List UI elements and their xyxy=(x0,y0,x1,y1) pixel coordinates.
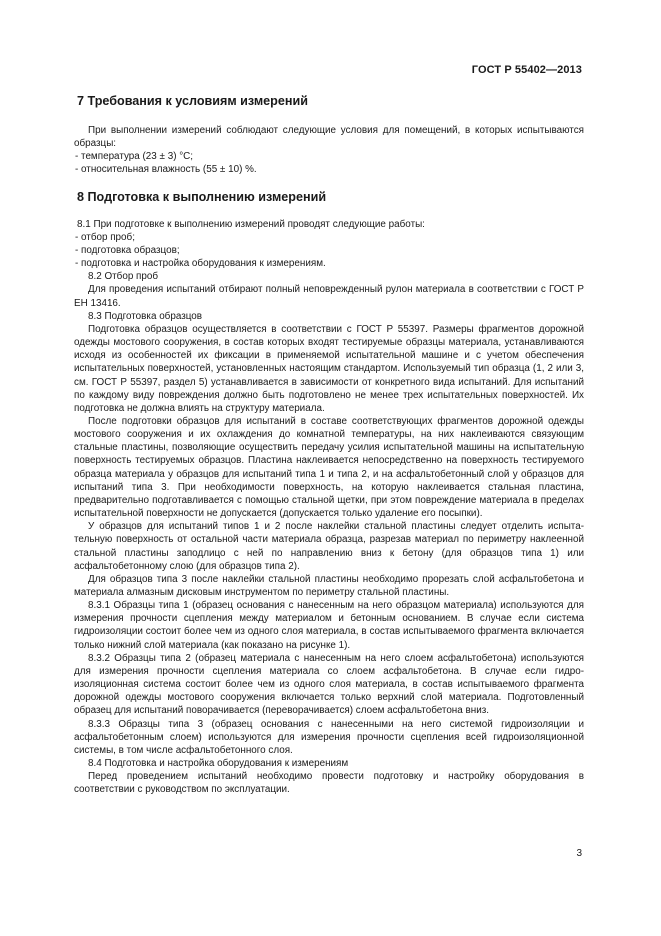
clause-8-3-paragraph: Для образцов типа 3 после наклейки стальной пластины необходимо прорезать слой асфальтобетона и материала алмазным дисковым инструментом по периметру стальной пластины. xyxy=(74,573,584,598)
clause-8-2-text: Для проведения испытаний отбирают полный неповрежденный рулон материала в соответствии с ГОСТ Р ЕН 13416. xyxy=(74,284,584,309)
clause-8-3-1: 8.3.1 Образцы типа 1 (образец основания с нанесенным на него образцом материала) используются для измерения прочности сцепления между материалом и бетонным основанием. В случае если система гидроизоляции состоит более чем из одного слоя материала, в состав испытываемого фрагмента включается только нижний слой материала (как показано на рисунке 1). xyxy=(74,600,584,651)
clause-8-3-paragraph: Подготовка образцов осуществляется в соответствии с ГОСТ Р 55397. Размеры фрагментов дорожной одежды мостового сооружения, в состав которых входят тестируемые образцы материала, устанавливаются исходя из особенностей их фиксации в применяемой испытательной машине и с учетом обеспечения испытательных поверхностей, установленных настоящим стандартом. Используемый тип образца (1, 2 или 3, см. ГОСТ Р 55397, раздел 5) устанавливается в зависимости от конкретного вида испытаний. Для испытаний по каждому виду повреждения должно быть подготовлено не менее трех испытательных поверхностей. Их подготовка не должна влиять на структуру материала. xyxy=(74,323,584,414)
work-item: - подготовка и настройка оборудования к измерениям. xyxy=(75,258,326,270)
page-number: 3 xyxy=(576,848,582,859)
work-item: - подготовка образцов; xyxy=(75,244,180,256)
work-item: - отбор проб; xyxy=(75,231,135,243)
clause-8-3-paragraph: У образцов для испытаний типов 1 и 2 после наклейки стальной пластины следует отделить испытательную поверхность от остальной части материала образца, разрезав материал по периметру наклеенной стальной пластины заподлицо с ней по направлению вниз к бетону (для образцов типа 1) или асфальтобетонному слою (для образцов типа 2). xyxy=(74,521,584,572)
clause-8-1: 8.1 При подготовке к выполнению измерений проводят следующие работы: xyxy=(77,218,425,230)
clause-8-3-3: 8.3.3 Образцы типа 3 (образец основания с нанесенными на него системой гидроизоляции и асфальтобетонным слоем) используются для измерения прочности сцепления всей гидроизоляционной системы, в том числе асфальтобетонного слоя. xyxy=(74,718,584,756)
section-8-title: 8 Подготовка к выполнению измерений xyxy=(77,189,327,204)
clause-8-3-heading: 8.3 Подготовка образцов xyxy=(88,310,203,322)
standard-code: ГОСТ Р 55402—2013 xyxy=(471,64,582,76)
page-content xyxy=(74,90,584,797)
condition-item: - относительная влажность (55 ± 10) %. xyxy=(75,164,257,176)
section-7-title: 7 Требования к условиям измерений xyxy=(77,94,308,108)
clause-8-2-heading: 8.2 Отбор проб xyxy=(88,271,159,283)
condition-item: - температура (23 ± 3) °С; xyxy=(75,151,194,163)
clause-8-4-text: Перед проведением испытаний необходимо провести подготовку и настройку оборудования в соответствии с руководством по эксплуатации. xyxy=(74,771,584,796)
clause-8-3-2: 8.3.2 Образцы типа 2 (образец материала с нанесенным на него слоем асфальтобетона) используются для измерения прочности сцепления материала со слоем асфальтобетона. В случае если гидроизоляционная система состоит более чем из одного слоя материала, в состав испытываемого фрагмента дорожной одежды мостового сооружения включается только верхний слой материала. Подготовленный образец для испытаний поворачивается (переворачивается) слоем асфальтобетона вниз. xyxy=(74,652,584,717)
clause-8-3-paragraph: После подготовки образцов для испытаний в составе соответствующих фрагментов дорожной одежды мостового сооружения и их охлаждения до комнатной температуры, на них наклеиваются связующим стальные пластины, позволяющие осуществить передачу усилия испытательной машины на испытательную поверхность тестируемых образцов. Пластина наклеивается непосредственно на поверхность тестируемого образца материала у образцов для испытаний типа 1 и типа 2, и на асфальтобетонный слой у образцов для испытаний типа 3. При необходимости поверхность, на которую наклеивается стальная пластина, предварительно подготавливается с помощью стальной щетки, при этом повреждение материала в пределах испытательной поверхности не допускается (допускается только удаление его посыпки). xyxy=(74,415,584,520)
section-7-intro: При выполнении измерений соблюдают следующие условия для помещений, в которых испытываются образцы: xyxy=(74,125,584,150)
clause-8-4-heading: 8.4 Подготовка и настройка оборудования к измерениям xyxy=(88,758,349,770)
